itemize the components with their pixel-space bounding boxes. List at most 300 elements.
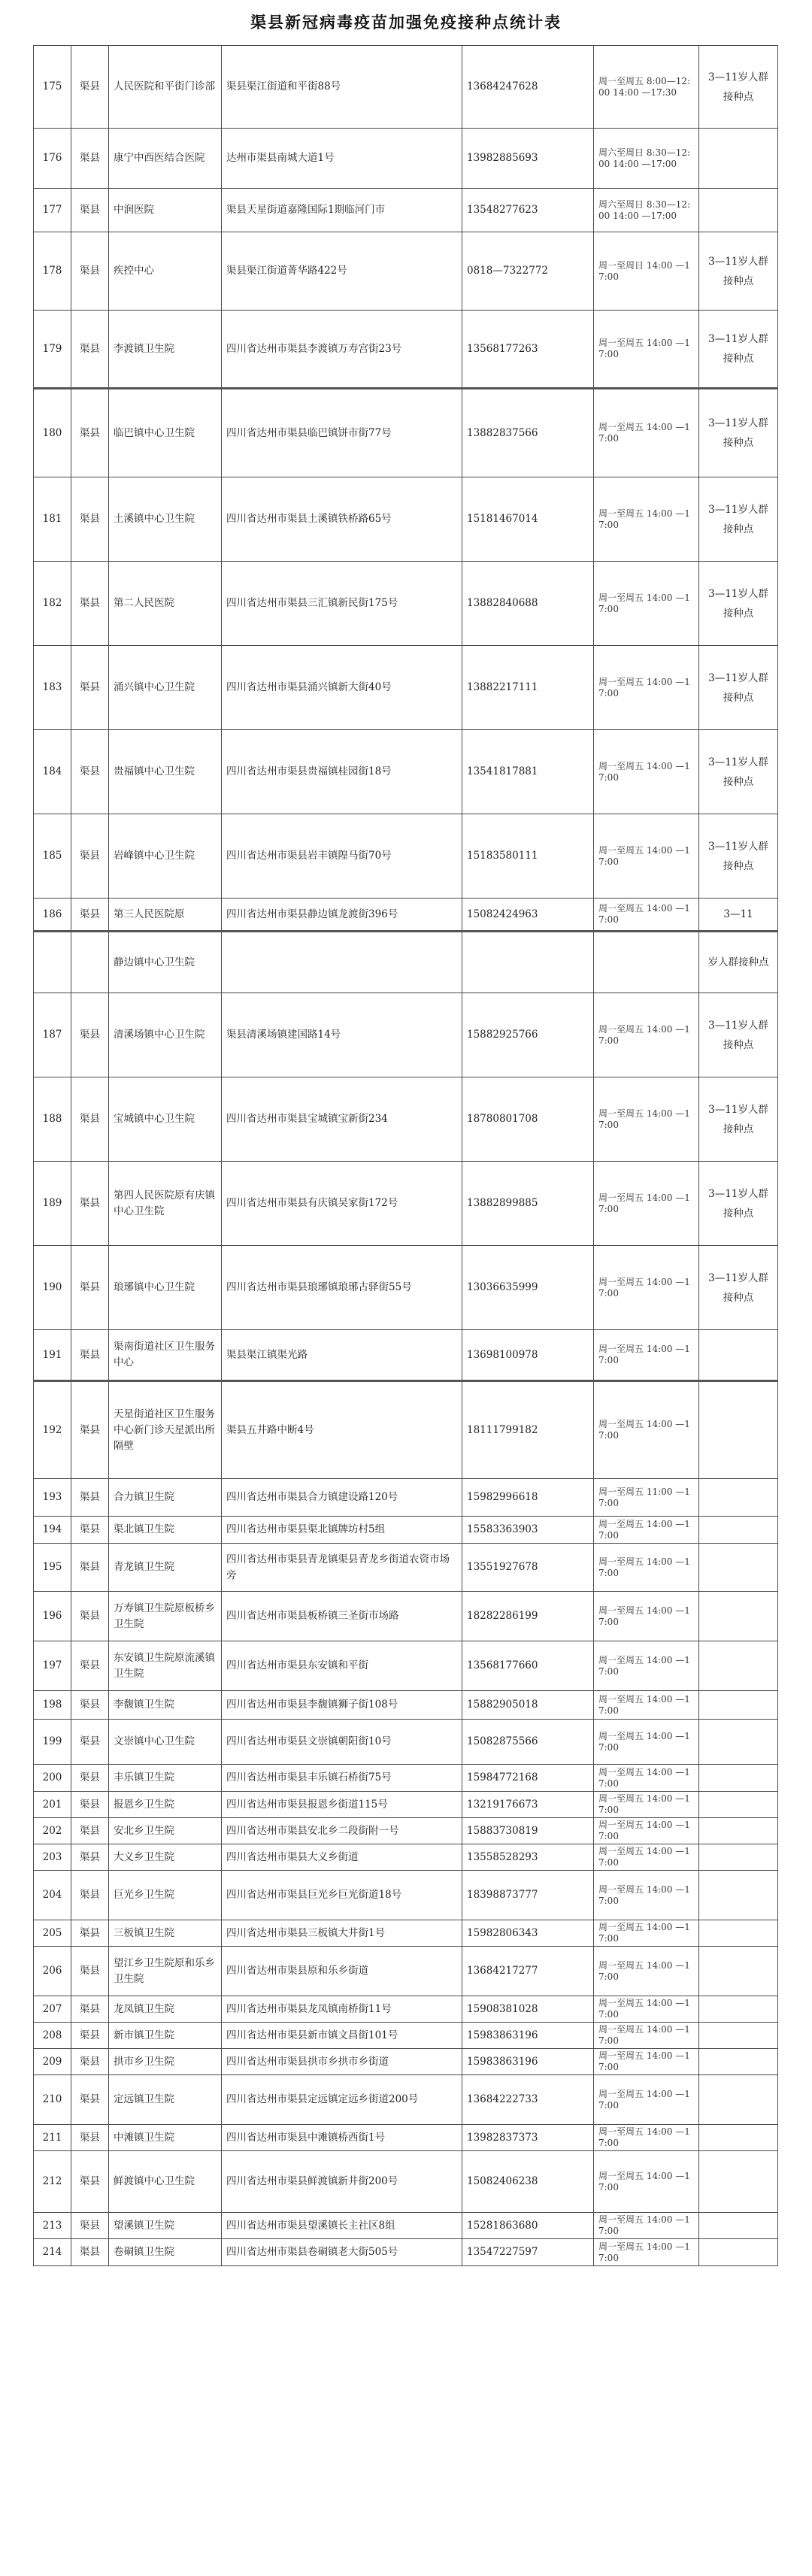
hours-cell: 周一至周五 14:00 —17:00 [594,2213,699,2239]
table-row [34,2049,778,2075]
address-cell: 达州市渠县南城大道1号 [222,129,462,189]
address-cell: 四川省达州市渠县李渡镇万寿宫街23号 [222,311,462,389]
note-cell: 3—11岁人群接种点 [699,389,778,477]
row-number-cell: 187 [34,993,71,1077]
vaccination-sites-table [33,45,778,2266]
site-name-cell: 疾控中心 [109,232,222,311]
county-cell: 渠县 [71,1691,109,1720]
phone-cell: 18111799182 [462,1381,594,1479]
hours-cell: 周一至周五 14:00 —17:00 [594,1544,699,1592]
site-name-cell: 望江乡卫生院原和乐乡卫生院 [109,1947,222,1996]
row-number-cell: 195 [34,1544,71,1592]
table-row [34,477,778,562]
hours-cell: 周一至周五 14:00 —17:00 [594,2151,699,2213]
row-number-cell: 196 [34,1592,71,1641]
note-cell [699,2239,778,2266]
hours-cell: 周一至周五 14:00 —17:00 [594,389,699,477]
address-cell: 四川省达州市渠县新市镇文昌街101号 [222,2023,462,2049]
hours-cell: 周一至周五 14:00 —17:00 [594,1517,699,1544]
note-cell: 3—11岁人群接种点 [699,646,778,730]
table-row [34,1381,778,1479]
row-number-cell: 201 [34,1792,71,1818]
address-cell: 渠县渠江街道和平街88号 [222,46,462,129]
county-cell: 渠县 [71,2239,109,2266]
table-row [34,1544,778,1592]
county-cell: 渠县 [71,1479,109,1517]
site-name-cell: 中润医院 [109,189,222,232]
table-row [34,646,778,730]
phone-cell: 15982996618 [462,1479,594,1517]
table-row [34,1162,778,1246]
address-cell: 渠县天星街道嘉隆国际1期临河门市 [222,189,462,232]
phone-cell: 13982885693 [462,129,594,189]
site-name-cell: 涌兴镇中心卫生院 [109,646,222,730]
county-cell: 渠县 [71,1641,109,1691]
site-name-cell: 渠南街道社区卫生服务中心 [109,1330,222,1381]
county-cell: 渠县 [71,2075,109,2125]
note-cell [699,2023,778,2049]
table-row [34,2125,778,2151]
site-name-cell: 土溪镇中心卫生院 [109,477,222,562]
row-number-cell: 214 [34,2239,71,2266]
site-name-cell: 宝城镇中心卫生院 [109,1077,222,1162]
hours-cell: 周一至周五 14:00 —17:00 [594,1765,699,1792]
hours-cell: 周一至周五 14:00 —17:00 [594,1246,699,1330]
table-row [34,1947,778,1996]
site-name-cell: 合力镇卫生院 [109,1479,222,1517]
note-cell [699,189,778,232]
hours-cell: 周一至周五 14:00 —17:00 [594,1947,699,1996]
hours-cell: 周一至周五 14:00 —17:00 [594,1592,699,1641]
table-row [34,1871,778,1920]
note-cell [699,1517,778,1544]
row-number-cell: 203 [34,1844,71,1871]
table-row [34,232,778,311]
phone-cell: 15882925766 [462,993,594,1077]
phone-cell: 18282286199 [462,1592,594,1641]
phone-cell: 15883730819 [462,1818,594,1844]
hours-cell: 周一至周五 8:00—12:00 14:00 —17:30 [594,46,699,129]
table-row [34,1077,778,1162]
note-cell: 3—11 [699,899,778,932]
site-name-cell: 定远镇卫生院 [109,2075,222,2125]
phone-cell: 13684217277 [462,1947,594,1996]
phone-cell: 13882840688 [462,562,594,646]
note-cell [699,1330,778,1381]
note-cell: 3—11岁人群接种点 [699,311,778,389]
note-cell [699,1641,778,1691]
phone-cell: 18398873777 [462,1871,594,1920]
table-row [34,932,778,993]
row-number-cell: 190 [34,1246,71,1330]
site-name-cell: 新市镇卫生院 [109,2023,222,2049]
row-number-cell: 180 [34,389,71,477]
table-row [34,1792,778,1818]
address-cell: 四川省达州市渠县定远镇定远乡街道200号 [222,2075,462,2125]
row-number-cell: 194 [34,1517,71,1544]
table-row [34,899,778,932]
row-number-cell: 210 [34,2075,71,2125]
phone-cell: 15983863196 [462,2023,594,2049]
note-cell: 岁人群接种点 [699,932,778,993]
address-cell: 四川省达州市渠县琅琊镇琅琊古驿街55号 [222,1246,462,1330]
table-row [34,1765,778,1792]
hours-cell: 周一至周五 14:00 —17:00 [594,2239,699,2266]
address-cell: 四川省达州市渠县安北乡二段街附一号 [222,1818,462,1844]
phone-cell: 13558528293 [462,1844,594,1871]
phone-cell: 13882899885 [462,1162,594,1246]
county-cell: 渠县 [71,1517,109,1544]
table-row [34,1720,778,1765]
address-cell: 四川省达州市渠县卷硐镇老大街505号 [222,2239,462,2266]
county-cell: 渠县 [71,1077,109,1162]
county-cell: 渠县 [71,477,109,562]
county-cell: 渠县 [71,1792,109,1818]
site-name-cell: 大义乡卫生院 [109,1844,222,1871]
page-title: 渠县新冠病毒疫苗加强免疫接种点统计表 [250,13,562,32]
address-cell: 四川省达州市渠县望溪镇长主社区8组 [222,2213,462,2239]
row-number-cell [34,932,71,993]
site-name-cell: 鲜渡镇中心卫生院 [109,2151,222,2213]
phone-cell: 13541817881 [462,730,594,814]
hours-cell: 周一至周五 14:00 —17:00 [594,1381,699,1479]
county-cell: 渠县 [71,1330,109,1381]
site-name-cell: 李渡镇卫生院 [109,311,222,389]
county-cell: 渠县 [71,730,109,814]
address-cell [222,932,462,993]
hours-cell: 周一至周五 14:00 —17:00 [594,1818,699,1844]
county-cell: 渠县 [71,1818,109,1844]
county-cell: 渠县 [71,389,109,477]
phone-cell [462,932,594,993]
row-number-cell: 185 [34,814,71,899]
note-cell: 3—11岁人群接种点 [699,1162,778,1246]
site-name-cell: 青龙镇卫生院 [109,1544,222,1592]
row-number-cell: 200 [34,1765,71,1792]
county-cell: 渠县 [71,46,109,129]
phone-cell: 13882837566 [462,389,594,477]
row-number-cell: 197 [34,1641,71,1691]
note-cell: 3—11岁人群接种点 [699,993,778,1077]
hours-cell: 周一至周五 14:00 —17:00 [594,730,699,814]
address-cell: 四川省达州市渠县板桥镇三圣街市场路 [222,1592,462,1641]
note-cell: 3—11岁人群接种点 [699,46,778,129]
hours-cell: 周一至周五 14:00 —17:00 [594,1330,699,1381]
address-cell: 四川省达州市渠县东安镇和平街 [222,1641,462,1691]
table-row [34,730,778,814]
note-cell [699,1544,778,1592]
county-cell: 渠县 [71,1947,109,1996]
row-number-cell: 186 [34,899,71,932]
phone-cell: 13568177263 [462,311,594,389]
hours-cell: 周一至周五 11:00 —17:00 [594,1479,699,1517]
phone-cell: 15983863196 [462,2049,594,2075]
table-row [34,1818,778,1844]
site-name-cell: 中滩镇卫生院 [109,2125,222,2151]
hours-cell: 周一至周五 14:00 —17:00 [594,814,699,899]
address-cell: 四川省达州市渠县拱市乡拱市乡街道 [222,2049,462,2075]
hours-cell: 周一至周五 14:00 —17:00 [594,1844,699,1871]
hours-cell: 周一至周五 14:00 —17:00 [594,646,699,730]
hours-cell: 周一至周五 14:00 —17:00 [594,2125,699,2151]
phone-cell: 13219176673 [462,1792,594,1818]
address-cell: 渠县渠江街道菁华路422号 [222,232,462,311]
site-name-cell: 天星街道社区卫生服务中心新门诊天星派出所隔壁 [109,1381,222,1479]
site-name-cell: 望溪镇卫生院 [109,2213,222,2239]
row-number-cell: 213 [34,2213,71,2239]
county-cell: 渠县 [71,1381,109,1479]
hours-cell: 周一至周五 14:00 —17:00 [594,993,699,1077]
row-number-cell: 179 [34,311,71,389]
phone-cell: 13548277623 [462,189,594,232]
phone-cell: 13698100978 [462,1330,594,1381]
hours-cell: 周一至周五 14:00 —17:00 [594,1996,699,2023]
note-cell [699,1691,778,1720]
note-cell [699,1871,778,1920]
hours-cell: 周一至周五 14:00 —17:00 [594,1077,699,1162]
hours-cell: 周六至周日 8:30—12:00 14:00 —17:00 [594,129,699,189]
note-cell [699,1920,778,1947]
hours-cell: 周一至周五 14:00 —17:00 [594,311,699,389]
address-cell: 渠县五井路中断4号 [222,1381,462,1479]
phone-cell: 15181467014 [462,477,594,562]
hours-cell: 周一至周五 14:00 —17:00 [594,1920,699,1947]
row-number-cell: 209 [34,2049,71,2075]
table-row [34,311,778,389]
note-cell [699,129,778,189]
table-row [34,1996,778,2023]
row-number-cell: 182 [34,562,71,646]
site-name-cell: 第二人民医院 [109,562,222,646]
county-cell: 渠县 [71,1246,109,1330]
address-cell: 四川省达州市渠县巨光乡巨光街道18号 [222,1871,462,1920]
site-name-cell: 清溪场镇中心卫生院 [109,993,222,1077]
site-name-cell: 岩峰镇中心卫生院 [109,814,222,899]
county-cell: 渠县 [71,129,109,189]
address-cell: 四川省达州市渠县宝城镇宝新街234 [222,1077,462,1162]
site-name-cell: 第三人民医院原 [109,899,222,932]
address-cell: 四川省达州市渠县原和乐乡街道 [222,1947,462,1996]
site-name-cell: 龙凤镇卫生院 [109,1996,222,2023]
phone-cell: 15908381028 [462,1996,594,2023]
address-cell: 四川省达州市渠县合力镇建设路120号 [222,1479,462,1517]
address-cell: 四川省达州市渠县大义乡街道 [222,1844,462,1871]
hours-cell: 周六至周日 8:30—12:00 14:00 —17:00 [594,189,699,232]
phone-cell: 15984772168 [462,1765,594,1792]
county-cell: 渠县 [71,189,109,232]
row-number-cell: 193 [34,1479,71,1517]
address-cell: 四川省达州市渠县丰乐镇石桥街75号 [222,1765,462,1792]
table-row [34,814,778,899]
site-name-cell: 李馥镇卫生院 [109,1691,222,1720]
table-row [34,1330,778,1381]
site-name-cell: 渠北镇卫生院 [109,1517,222,1544]
table-row [34,1592,778,1641]
phone-cell: 13036635999 [462,1246,594,1330]
note-cell [699,1996,778,2023]
address-cell: 四川省达州市渠县中滩镇桥西街1号 [222,2125,462,2151]
county-cell: 渠县 [71,1844,109,1871]
site-name-cell: 人民医院和平街门诊部 [109,46,222,129]
table-row [34,2023,778,2049]
site-name-cell: 临巴镇中心卫生院 [109,389,222,477]
county-cell: 渠县 [71,1544,109,1592]
phone-cell: 13551927678 [462,1544,594,1592]
site-name-cell: 万寿镇卫生院原板桥乡卫生院 [109,1592,222,1641]
county-cell: 渠县 [71,2049,109,2075]
row-number-cell: 177 [34,189,71,232]
phone-cell: 15082875566 [462,1720,594,1765]
address-cell: 四川省达州市渠县李馥镇狮子街108号 [222,1691,462,1720]
address-cell: 渠县清溪场镇建国路14号 [222,993,462,1077]
county-cell: 渠县 [71,311,109,389]
site-name-cell: 报恩乡卫生院 [109,1792,222,1818]
address-cell: 四川省达州市渠县有庆镇吴家街172号 [222,1162,462,1246]
table-row [34,562,778,646]
address-cell: 四川省达州市渠县三板镇大井街1号 [222,1920,462,1947]
phone-cell: 15082406238 [462,2151,594,2213]
address-cell: 四川省达州市渠县临巴镇饼市街77号 [222,389,462,477]
phone-cell: 13547227597 [462,2239,594,2266]
note-cell: 3—11岁人群接种点 [699,730,778,814]
site-name-cell: 丰乐镇卫生院 [109,1765,222,1792]
hours-cell: 周一至周五 14:00 —17:00 [594,2023,699,2049]
note-cell [699,1844,778,1871]
phone-cell: 13568177660 [462,1641,594,1691]
site-name-cell: 巨光乡卫生院 [109,1871,222,1920]
row-number-cell: 183 [34,646,71,730]
row-number-cell: 207 [34,1996,71,2023]
note-cell: 3—11岁人群接种点 [699,814,778,899]
county-cell: 渠县 [71,899,109,932]
phone-cell: 15882905018 [462,1691,594,1720]
address-cell: 四川省达州市渠县涌兴镇新大街40号 [222,646,462,730]
note-cell [699,1720,778,1765]
hours-cell: 周一至周五 14:00 —17:00 [594,1691,699,1720]
site-name-cell: 贵福镇中心卫生院 [109,730,222,814]
table-row [34,993,778,1077]
table-row [34,129,778,189]
phone-cell: 15082424963 [462,899,594,932]
row-number-cell: 189 [34,1162,71,1246]
county-cell: 渠县 [71,2151,109,2213]
site-name-cell: 第四人民医院原有庆镇中心卫生院 [109,1162,222,1246]
address-cell: 四川省达州市渠县岩丰镇隍马街70号 [222,814,462,899]
site-name-cell: 琅琊镇中心卫生院 [109,1246,222,1330]
county-cell: 渠县 [71,1765,109,1792]
phone-cell: 13982837373 [462,2125,594,2151]
site-name-cell: 文崇镇中心卫生院 [109,1720,222,1765]
note-cell [699,2075,778,2125]
table-body [34,46,778,2266]
county-cell: 渠县 [71,1996,109,2023]
note-cell [699,1592,778,1641]
hours-cell: 周一至周五 14:00 —17:00 [594,1871,699,1920]
phone-cell: 13882217111 [462,646,594,730]
note-cell: 3—11岁人群接种点 [699,1077,778,1162]
county-cell: 渠县 [71,646,109,730]
phone-cell: 15183580111 [462,814,594,899]
address-cell: 四川省达州市渠县报恩乡街道115号 [222,1792,462,1818]
hours-cell: 周一至周五 14:00 —17:00 [594,2075,699,2125]
row-number-cell: 199 [34,1720,71,1765]
phone-cell: 15982806343 [462,1920,594,1947]
hours-cell [594,932,699,993]
phone-cell: 13684247628 [462,46,594,129]
phone-cell: 0818—7322772 [462,232,594,311]
county-cell: 渠县 [71,2125,109,2151]
note-cell [699,1479,778,1517]
county-cell: 渠县 [71,1920,109,1947]
county-cell: 渠县 [71,1871,109,1920]
address-cell: 四川省达州市渠县鲜渡镇新井街200号 [222,2151,462,2213]
table-row [34,2239,778,2266]
site-name-cell: 康宁中西医结合医院 [109,129,222,189]
site-name-cell: 静边镇中心卫生院 [109,932,222,993]
address-cell: 四川省达州市渠县静边镇龙渡街396号 [222,899,462,932]
address-cell: 渠县渠江镇渠光路 [222,1330,462,1381]
county-cell: 渠县 [71,232,109,311]
county-cell: 渠县 [71,1720,109,1765]
address-cell: 四川省达州市渠县土溪镇铁桥路65号 [222,477,462,562]
note-cell [699,2125,778,2151]
row-number-cell: 212 [34,2151,71,2213]
note-cell [699,1947,778,1996]
site-name-cell: 安北乡卫生院 [109,1818,222,1844]
county-cell: 渠县 [71,562,109,646]
row-number-cell: 184 [34,730,71,814]
address-cell: 四川省达州市渠县贵福镇桂园街18号 [222,730,462,814]
row-number-cell: 205 [34,1920,71,1947]
row-number-cell: 204 [34,1871,71,1920]
row-number-cell: 192 [34,1381,71,1479]
county-cell: 渠县 [71,2023,109,2049]
table-row [34,1691,778,1720]
note-cell: 3—11岁人群接种点 [699,562,778,646]
address-cell: 四川省达州市渠县龙凤镇南桥街11号 [222,1996,462,2023]
row-number-cell: 188 [34,1077,71,1162]
table-row [34,189,778,232]
table-row [34,2151,778,2213]
hours-cell: 周一至周五 14:00 —17:00 [594,899,699,932]
phone-cell: 13684222733 [462,2075,594,2125]
address-cell: 四川省达州市渠县三汇镇新民街175号 [222,562,462,646]
hours-cell: 周一至周五 14:00 —17:00 [594,2049,699,2075]
note-cell [699,2213,778,2239]
address-cell: 四川省达州市渠县渠北镇牌坊村5组 [222,1517,462,1544]
table-row [34,2213,778,2239]
table-row [34,1479,778,1517]
hours-cell: 周一至周五 14:00 —17:00 [594,477,699,562]
county-cell [71,932,109,993]
site-name-cell: 卷硐镇卫生院 [109,2239,222,2266]
note-cell: 3—11岁人群接种点 [699,232,778,311]
row-number-cell: 198 [34,1691,71,1720]
row-number-cell: 202 [34,1818,71,1844]
site-name-cell: 三板镇卫生院 [109,1920,222,1947]
hours-cell: 周一至周五 14:00 —17:00 [594,562,699,646]
address-cell: 四川省达州市渠县青龙镇渠县青龙乡街道农资市场旁 [222,1544,462,1592]
table-row [34,46,778,129]
hours-cell: 周一至周五 14:00 —17:00 [594,1720,699,1765]
note-cell [699,1381,778,1479]
row-number-cell: 211 [34,2125,71,2151]
phone-cell: 15583363903 [462,1517,594,1544]
note-cell [699,1818,778,1844]
address-cell: 四川省达州市渠县文崇镇朝阳街10号 [222,1720,462,1765]
table-row [34,389,778,477]
county-cell: 渠县 [71,993,109,1077]
